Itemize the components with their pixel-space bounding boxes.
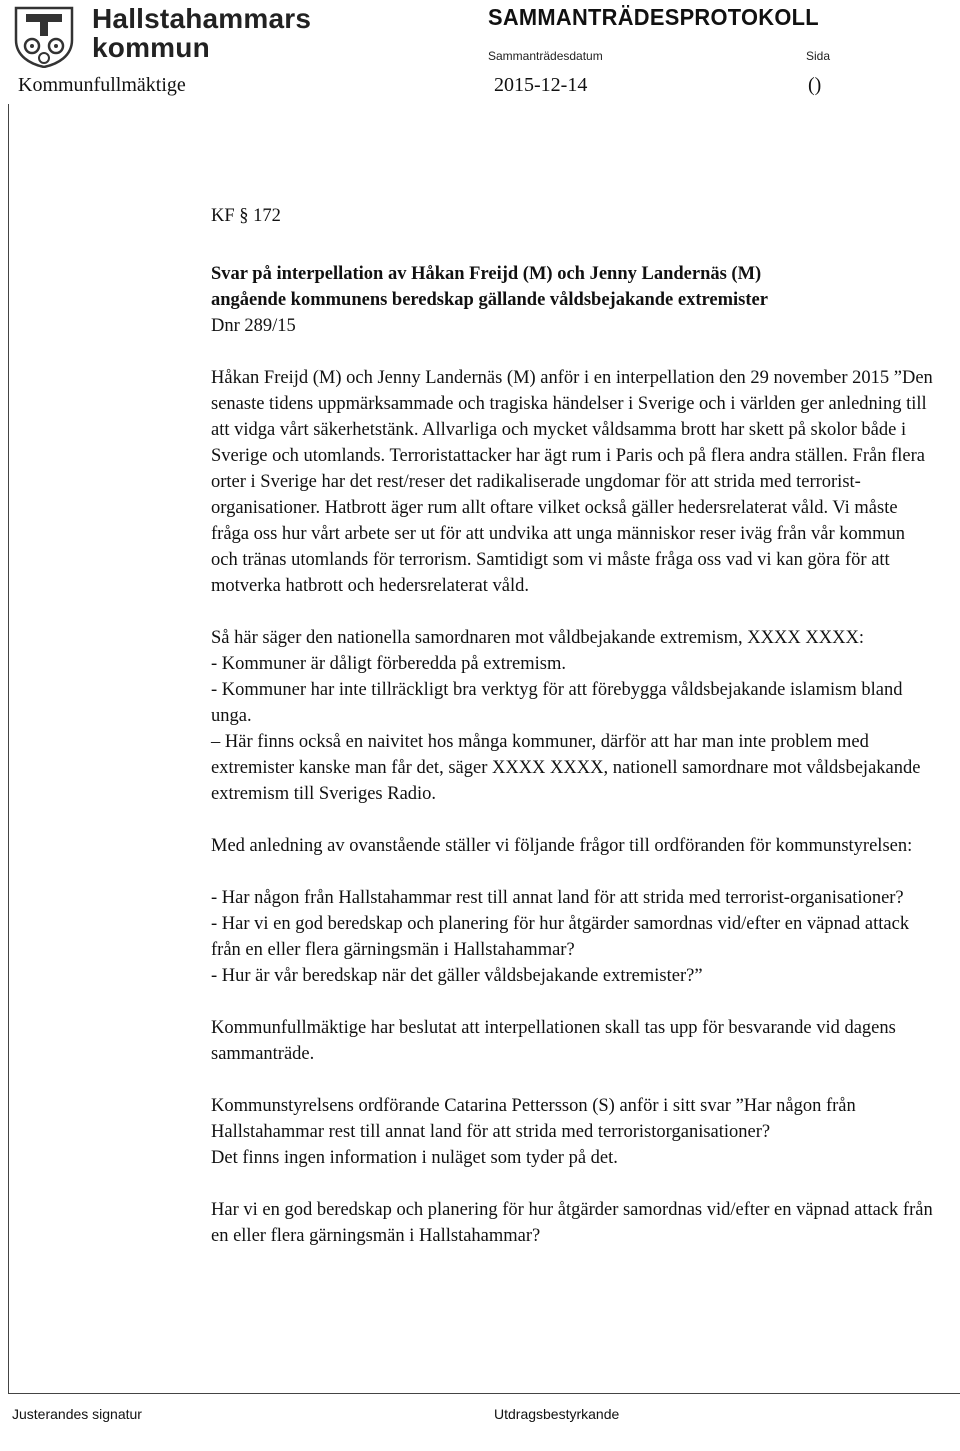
coordinator-point-1: - Kommuner är dåligt förberedda på extremism. [211,654,566,674]
assembly-name: Kommunfullmäktige [18,74,186,96]
document-title: SAMMANTRÄDESPROTOKOLL [488,4,819,30]
coordinator-point-2: - Kommuner har inte tillräckligt bra verktyg för att förebygga våldsbejakande islamism bland unga. [211,680,903,726]
answer-question-2: Har vi en god beredskap och planering för hur åtgärder samordnas vid/efter en väpnad attack från en eller flera gärningsmän i Hallstahammar? [211,1200,933,1246]
extract-certification-label: Utdragsbestyrkande [494,1406,620,1422]
question-2: - Har vi en god beredskap och planering för hur åtgärder samordnas vid/efter en väpnad attack från en eller flera gärningsmän i Hallstahammar? [211,914,910,960]
case-number: KF § 172 [211,206,281,226]
meeting-date: 2015-12-14 [494,74,588,96]
question-3: - Hur är vår beredskap när det gäller våldsbejakande extremister?” [211,966,703,986]
page-number: () [808,74,822,96]
interpellation-paragraph: Håkan Freijd (M) och Jenny Landernäs (M) anför i en interpellation den 29 november 2015 ”Den senaste tidens uppmärksammade och tragiska händelser i Sverige och i världen ger anledning till att vidga vårt säkerhetstänk. Allvarliga och mycket våldsamma brott har skett på skolor både i Sverige och utomlands. Terroristattacker har ägt rum i Paris och på flera andra ställen. Från flera orter i Sverige har det rest/reser det radikaliserade ungdomar för att strida med terrorist-organisationer. Hatbrott äger rum allt oftare vilket också gäller hedersrelaterat våld. Vi måste fråga oss hur vårt arbete ser ut för att undvika att unga människor reser iväg från vår kommun och tränas utomlands för terrorism. Samtidigt som vi måste fråga oss vad vi kan göra för att motverka hatbrott och hedersrelaterat våld. [211,368,933,596]
answer-1: Det finns ingen information i nuläget som tyder på det. [211,1148,618,1168]
coordinator-quote: – Här finns också en naivitet hos många kommuner, därför att har man inte problem med extremister kanske man får det, säger XXXX XXXX, nationell samordnare mot våldsbejakande extremism till Sveriges Radio. [211,732,921,804]
protocol-body [211,203,933,1249]
signature-label: Justerandes signatur [12,1406,142,1422]
municipality-name-line2: kommun [92,32,210,63]
coordinator-intro: Så här säger den nationella samordnaren mot våldbejakande extremism, XXXX XXXX: [211,628,864,648]
date-label: Sammanträdesdatum [488,49,603,63]
diary-number: Dnr 289/15 [211,316,296,336]
page-label: Sida [806,49,831,63]
municipality-name-line1: Hallstahammars [92,3,312,34]
margin-rule [8,104,9,1394]
coat-of-arms-icon [12,6,76,68]
municipality-logo [12,3,312,68]
municipality-name [92,4,311,62]
heading-line-1: Svar på interpellation av Håkan Freijd (M) och Jenny Landernäs (M) [211,264,762,284]
question-1: - Har någon från Hallstahammar rest till annat land för att strida med terrorist-organisationer? [211,888,904,908]
heading-line-2: angående kommunens beredskap gällande våldsbejakande extremister [211,290,768,310]
questions-intro: Med anledning av ovanstående ställer vi följande frågor till ordföranden för kommunstyrelsen: [211,836,913,856]
answer-paragraph: Kommunstyrelsens ordförande Catarina Pettersson (S) anför i sitt svar ”Har någon från Hallstahammar rest till annat land för att strida med terroristorganisationer? [211,1096,856,1142]
footer-rule [8,1393,960,1394]
decision-paragraph: Kommunfullmäktige har beslutat att interpellationen skall tas upp för besvarande vid dagens sammanträde. [211,1018,896,1064]
